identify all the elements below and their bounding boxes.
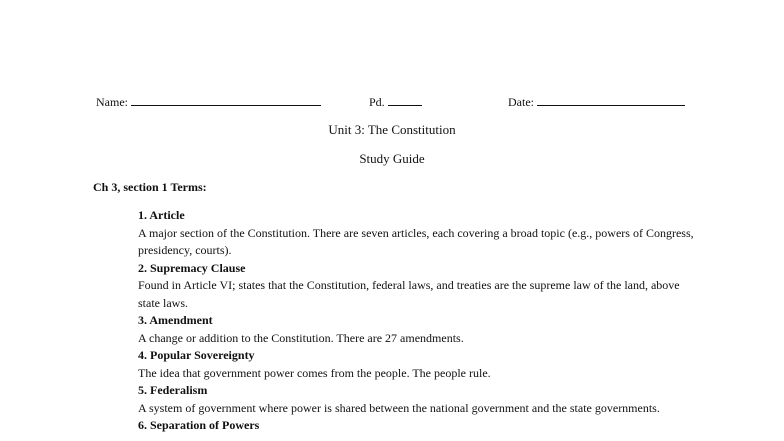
term-title: 4. Popular Sovereignty	[138, 348, 255, 362]
terms-list	[138, 207, 698, 435]
term-title: 3. Amendment	[138, 313, 213, 327]
period-blank-line[interactable]	[388, 93, 422, 106]
term-item	[138, 417, 698, 435]
term-item	[138, 260, 698, 313]
date-field	[508, 93, 685, 110]
term-item	[138, 347, 698, 382]
section-heading: Ch 3, section 1 Terms:	[93, 180, 207, 194]
term-title: 5. Federalism	[138, 383, 208, 397]
term-definition: A change or addition to the Constitution. There are 27 amendments.	[138, 330, 464, 345]
term-definition: The idea that government power comes from the people. The people rule.	[138, 365, 491, 380]
date-blank-line[interactable]	[537, 93, 685, 106]
document-subtitle: Study Guide	[359, 151, 425, 166]
header-fields	[0, 93, 784, 111]
term-definition: A system of government where power is shared between the national government and the state governments.	[138, 400, 660, 415]
name-blank-line[interactable]	[131, 93, 321, 106]
term-title: 1. Article	[138, 208, 185, 222]
term-definition: A major section of the Constitution. There are seven articles, each covering a broad topic (e.g., powers of Congress, presidency, courts).	[138, 225, 694, 257]
name-field	[96, 93, 321, 110]
date-label: Date:	[508, 95, 534, 109]
term-item	[138, 312, 698, 347]
period-label: Pd.	[369, 95, 385, 109]
term-item	[138, 207, 698, 260]
document-title: Unit 3: The Constitution	[328, 122, 456, 137]
term-title: 6. Separation of Powers	[138, 418, 260, 432]
term-definition: Found in Article VI; states that the Constitution, federal laws, and treaties are the supreme law of the land, above state laws.	[138, 278, 680, 310]
term-title: 2. Supremacy Clause	[138, 260, 246, 275]
period-field	[369, 93, 422, 110]
name-label: Name:	[96, 95, 128, 109]
term-item	[138, 382, 698, 417]
